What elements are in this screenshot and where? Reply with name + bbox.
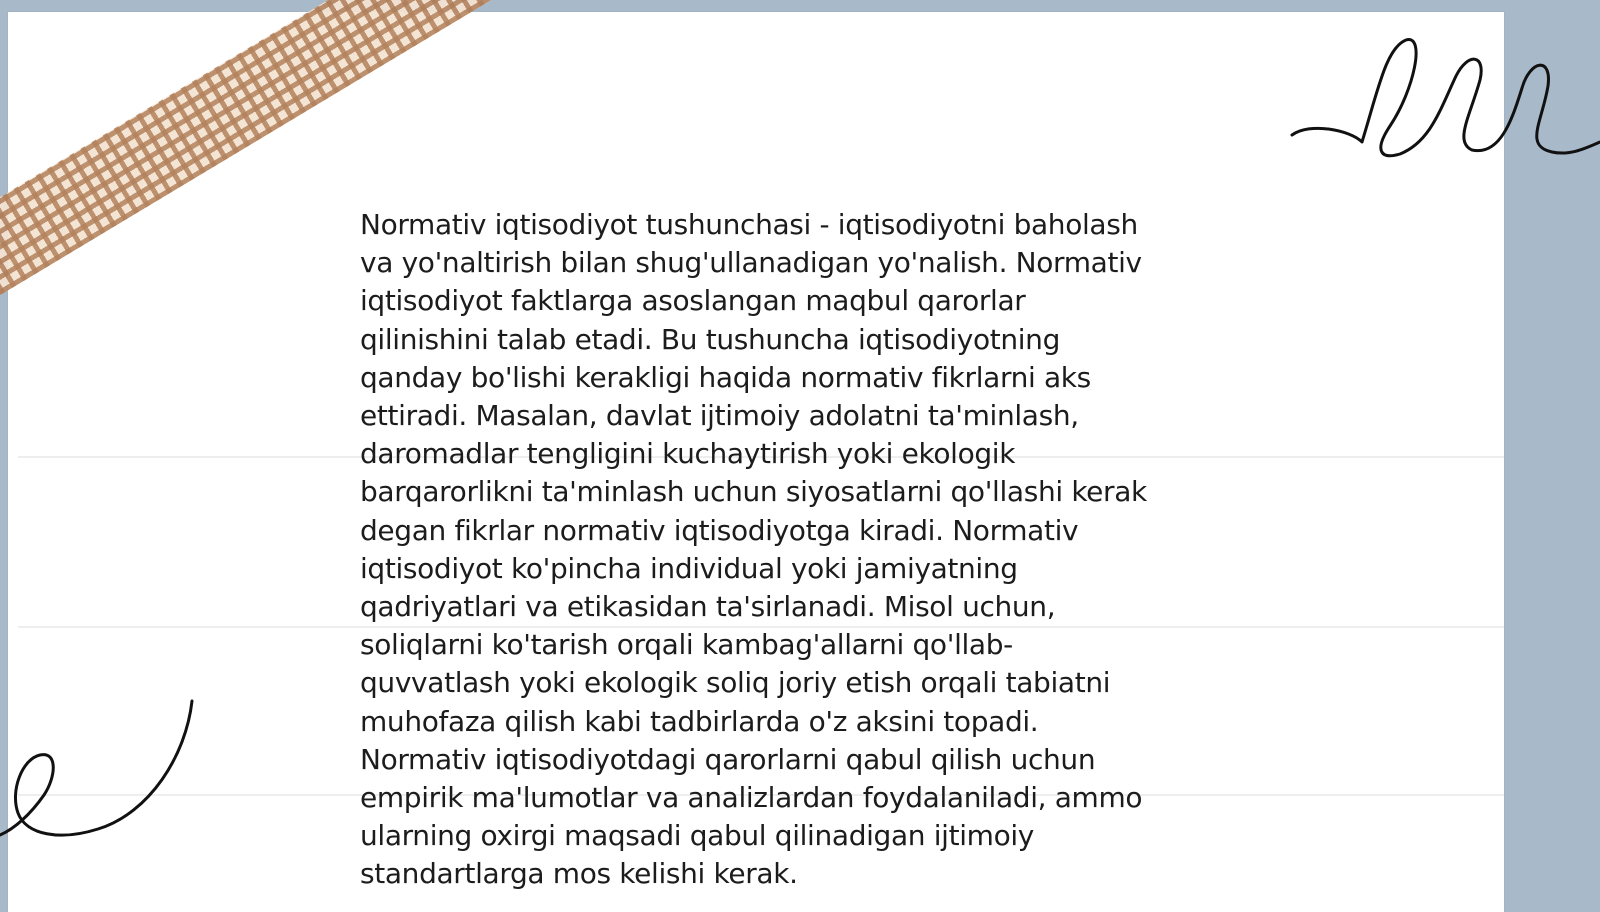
loop-scribble-icon [1290,30,1600,170]
body-paragraph: Normativ iqtisodiyot tushunchasi - iqtisodiyotni baholash va yo'naltirish bilan shug'ullanadigan yo'nalish. Normativ iqtisodiyot faktlarga asoslangan maqbul qarorlar qilinishini talab etadi. Bu tushuncha iqtisodiyotning qanday bo'lishi kerakligi haqida normativ fikrlarni aks ettiradi. Masalan, davlat ijtimoiy adolatni ta'minlash, daromadlar tengligini kuchaytirish yoki ekologik barqarorlikni ta'minlash uchun siyosatlarni qo'llashi kerak degan fikrlar normativ iqtisodiyotga kiradi. Normativ iqtisodiyot ko'pincha individual yoki jamiyatning qadriyatlari va etikasidan ta'sirlanadi. Misol uchun, soliqlarni ko'tarish orqali kambag'allarni qo'llab- quvvatlash yoki ekologik soliq joriy etish orqali tabiatni muhofaza qilish kabi tadbirlarda o'z aksini topadi. Normativ iqtisodiyotdagi qarorlarni qabul qilish uchun empirik ma'lumotlar va analizlardan foydalaniladi, ammo ularning oxirgi maqsadi qabul qilinadigan ijtimoiy standartlarga mos kelishi kerak. [360,208,1147,891]
swirl-scribble-icon [0,695,200,855]
